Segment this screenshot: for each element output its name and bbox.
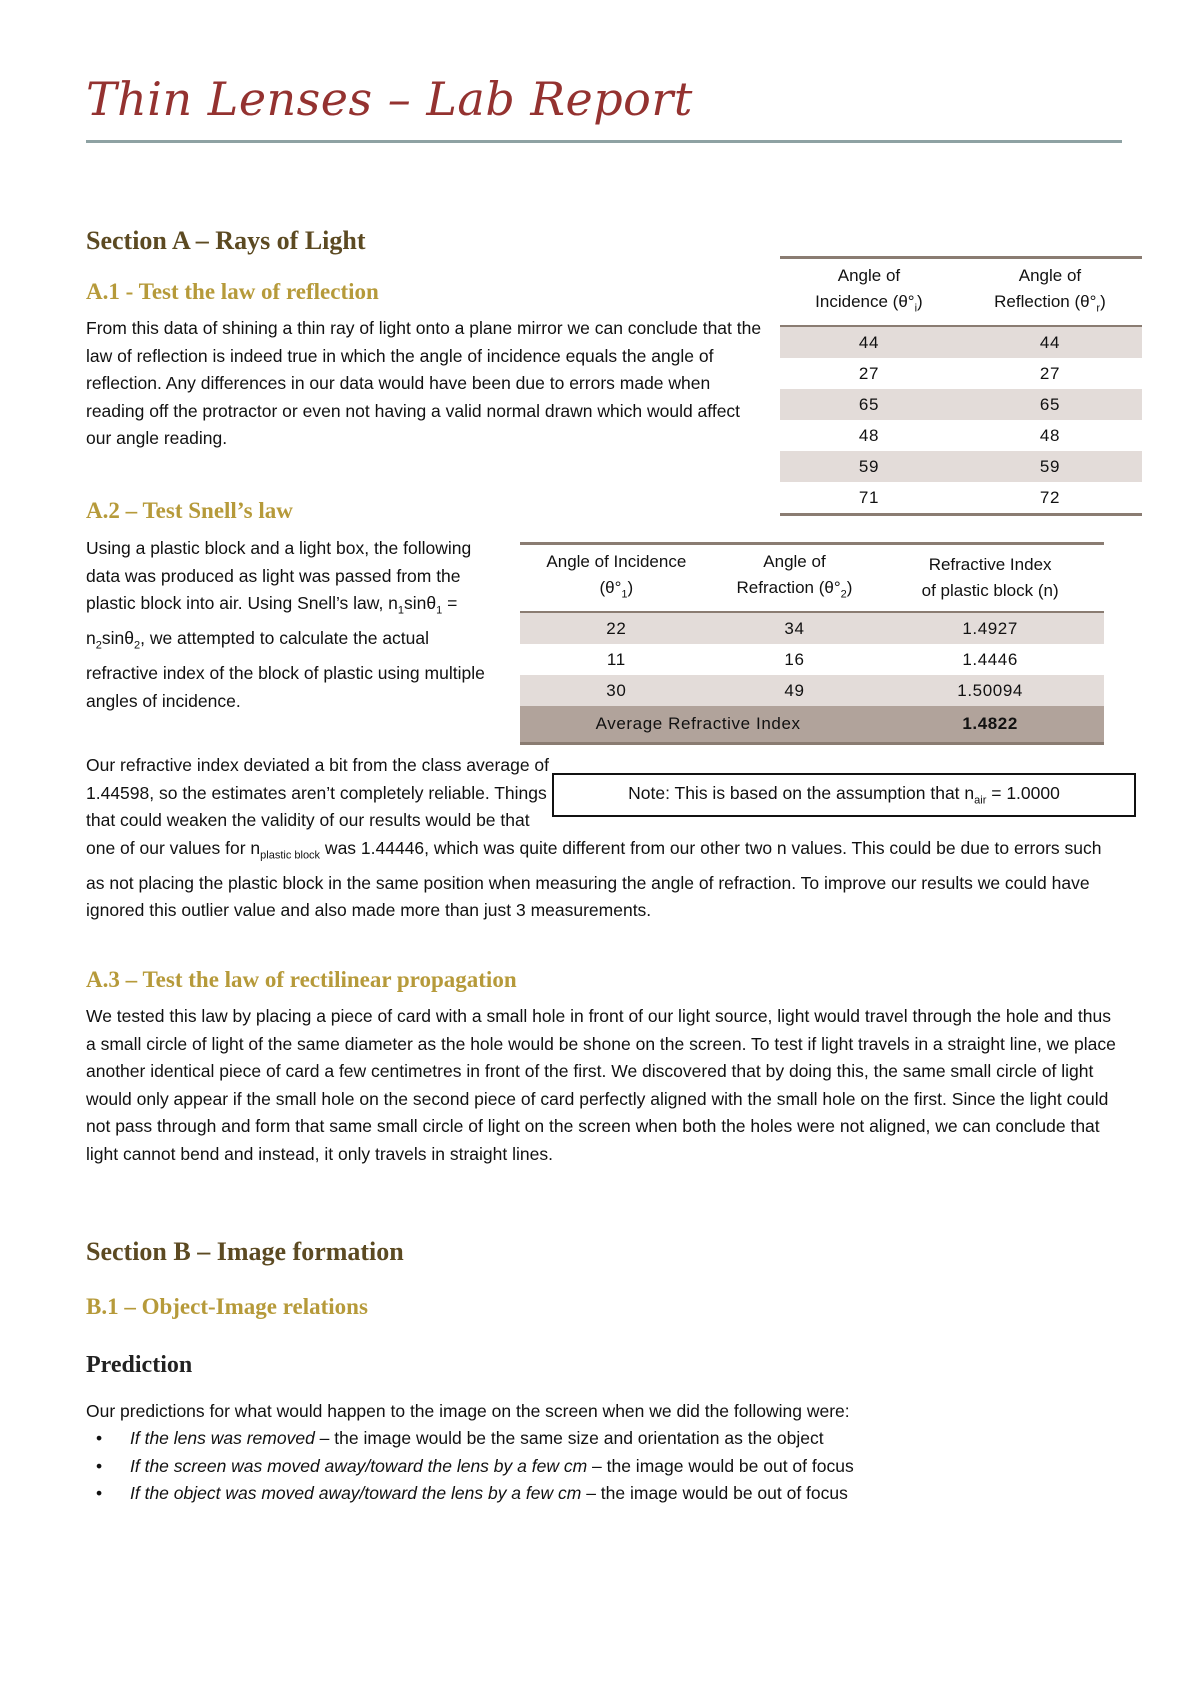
average-row (520, 706, 1104, 744)
snell-table-header (520, 544, 1104, 613)
a3-paragraph: We tested this law by placing a piece of card with a small hole in front of our light source, light would travel through the hole and thus a small circle of light of the same diameter as the hole would be shone on the screen. To test if light travels in a straight line, we place another identical piece of card a few centimetres in front of the first. We discovered that by doing this, the same small circle of light would only appear if the small hole on the second piece of card perfectly aligned with the small hole on the first. Since the light could not pass through and form that same small circle of light on the screen when both the holes were not aligned, we can conclude that light cannot bend and instead, it only travels in straight lines. (86, 1006, 1116, 1164)
snell-table (520, 542, 1104, 745)
prediction-heading: Prediction (86, 1352, 193, 1378)
incidence-header: Angle of Incidence $(\theta^\circ_i)$ (780, 258, 958, 327)
a1-paragraph: From this data of shining a thin ray of light onto a plane mirror we can conclude that the law of reflection is indeed true in which the angle of incidence equals the angle of reflection. Any differences in our data would have been due to errors made when reading off the protractor or even not having a valid normal drawn which would affect our angle reading. (86, 318, 762, 448)
prediction-intro: Our predictions for what would happen to the image on the screen when we did the following were: (86, 1401, 850, 1421)
title-divider (86, 140, 1122, 143)
table-row: 44 44 (780, 326, 1142, 358)
table-row: 11 16 1.4446 (606, 649, 1018, 669)
list-item: • If the object was moved away/toward the lens by a few cm – the image would be out of focus (86, 1480, 1122, 1508)
section-a-heading: Section A – Rays of Light (86, 226, 366, 255)
incidence-header: Angle of Incidence $(\theta^\circ_1)$ (520, 544, 713, 613)
table-row: 27 27 (858, 363, 1060, 383)
table-row: 59 59 (780, 451, 1142, 482)
table-row: 22 34 1.4927 (520, 612, 1104, 644)
index-header: Refractive Index of plastic block (n) (876, 544, 1104, 613)
a2-discussion (86, 752, 1122, 925)
average-label: Average Refractive Index (520, 706, 876, 744)
average-value: 1.4822 (876, 706, 1104, 744)
a3-heading: A.3 – Test the law of rectilinear propagation (86, 967, 517, 992)
a2-heading: A.2 – Test Snell’s law (86, 498, 293, 523)
a2-paragraph: Using a plastic block and a light box, the following data was produced as light was passed from the plastic block into air. Using Snell’s law, $n_1\sin\theta_1 = n_2\sin\theta_2$, we attempted to calculate the actual refractive index of the block of plastic using multiple angles of incidence. (86, 538, 485, 711)
table-row: 30 49 1.50094 (520, 675, 1104, 706)
refraction-header: Angle of Refraction $(\theta^\circ_2)$ (713, 544, 877, 613)
a1-heading: A.1 - Test the law of reflection (86, 279, 379, 304)
assumption-note: Note: This is based on the assumption that $n_{air} = 1.0000$ (552, 773, 1136, 817)
list-item: • If the lens was removed – the image would be the same size and orientation as the object (86, 1425, 1122, 1453)
reflection-table (780, 256, 1142, 516)
reflection-table-header (780, 258, 1142, 327)
section-b-heading: Section B – Image formation (86, 1237, 404, 1266)
a2-discussion-text: Our refractive index deviated a bit from the class average of 1.44598, so the estimates aren’t completely reliable. Things that could weaken the validity of our results would be that one of our values for $n_{plastic block}$ was 1.44446, which was quite different from our other two n values. This could be due to errors such as not placing the plastic block in the same position when measuring the angle of refraction. To improve our results we could have ignored this outlier value and also made more than just 3 measurements. (86, 755, 1102, 920)
b1-heading: B.1 – Object-Image relations (86, 1294, 368, 1319)
table-row: 65 65 (780, 389, 1142, 420)
table-row: 71 72 (858, 487, 1060, 507)
list-item: • If the screen was moved away/toward the lens by a few cm – the image would be out of focus (86, 1453, 1122, 1481)
table-row: 48 48 (858, 425, 1060, 445)
prediction-list (86, 1425, 1122, 1508)
page-title: Thin Lenses – Lab Report (86, 72, 693, 126)
reflection-header: Angle of Reflection $(\theta^\circ_r)$ (958, 258, 1142, 327)
